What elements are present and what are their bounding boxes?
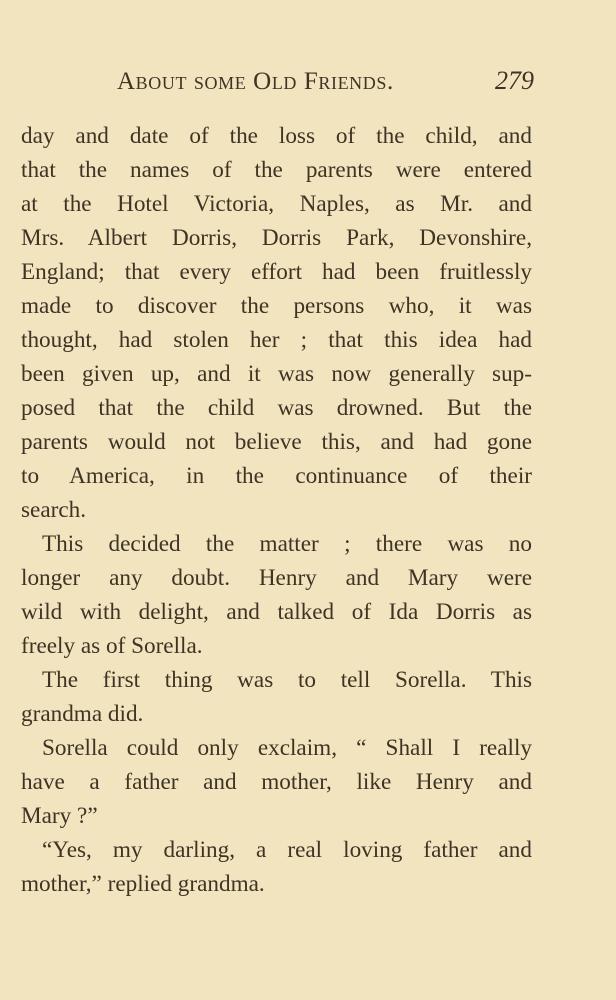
page-number: 279 [495,66,534,95]
page-header [117,66,534,102]
running-title: About some Old Friends. [117,68,394,95]
text-line: parents would not believe this, and had gone [21,429,532,455]
text-line: been given up, and it was now generally sup- [21,361,532,387]
text-line: Mrs. Albert Dorris, Dorris Park, Devonshire, [21,225,532,251]
text-line: This decided the matter ; there was no [42,531,532,557]
text-line: freely as of Sorella. [21,633,203,659]
text-line: The first thing was to tell Sorella. This [42,667,532,693]
text-line: to America, in the continuance of their [21,463,532,489]
text-line: that the names of the parents were entered [21,157,532,183]
text-line: grandma did. [21,701,144,727]
text-line: thought, had stolen her ; that this idea had [21,327,532,353]
text-line: Sorella could only exclaim, “ Shall I really [42,735,532,761]
text-line: Mary ?” [21,803,98,829]
text-line: made to discover the persons who, it was [21,293,532,319]
text-line: “Yes, my darling, a real loving father and [42,837,532,863]
text-line: England; that every effort had been fruitlessly [21,259,532,285]
text-line: wild with delight, and talked of Ida Dorris as [21,599,532,625]
text-line: posed that the child was drowned. But the [21,395,532,421]
body-text [21,119,532,901]
text-line: search. [21,497,87,523]
text-line: have a father and mother, like Henry and [21,769,532,795]
text-line: at the Hotel Victoria, Naples, as Mr. and [21,191,532,217]
text-line: day and date of the loss of the child, and [21,123,532,149]
text-line: longer any doubt. Henry and Mary were [21,565,532,591]
text-line: mother,” replied grandma. [21,871,265,897]
